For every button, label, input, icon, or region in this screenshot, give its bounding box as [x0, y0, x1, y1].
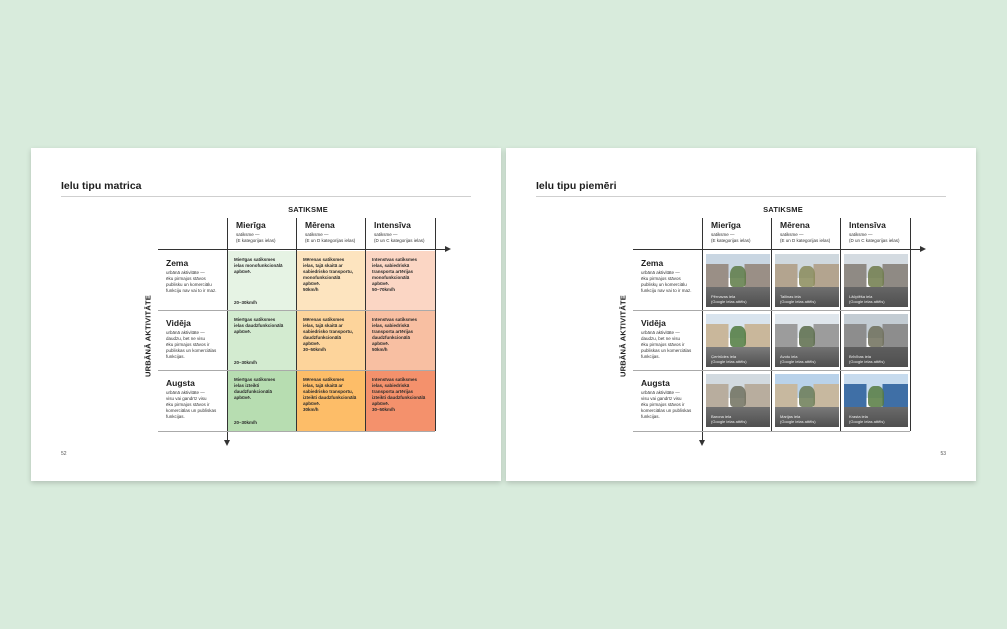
photo-caption: Avotu iela (Google ielas attēls) [780, 354, 816, 364]
page-number: 52 [61, 451, 67, 457]
row-header-zema [641, 258, 701, 294]
y-axis-label: URBĀNĀ AKTIVITĀTE [618, 295, 628, 377]
column-title: Mērena [780, 220, 810, 230]
street-photo [706, 374, 770, 427]
street-photo [775, 374, 839, 427]
matrix-cell [228, 251, 297, 311]
street-photo [706, 314, 770, 367]
page-title: Ielu tipu matrica [61, 180, 142, 192]
street-photo [844, 374, 908, 427]
column-title: Mierīga [711, 220, 741, 230]
grid-line [633, 370, 910, 371]
column-title: Mērena [305, 220, 335, 230]
cell-text: Mērenas satiksmes ielas, tajā skaitā ar sabiedrisko transportu, monofunkcionālā apbūvē. [303, 257, 354, 286]
photo-caption: Barona iela (Google ielas attēls) [711, 414, 747, 424]
x-axis-line [633, 249, 921, 250]
cell-text: Mierīgas satiksmes ielas izteikti daudzfunkcionālā apbūvē. [234, 377, 276, 400]
x-axis-label: SATIKSME [763, 205, 803, 214]
row-title: Augsta [166, 378, 195, 388]
cell-speed: 30–50km/h [372, 407, 396, 412]
column-subtitle: satiksme — (E un D kategorijas ielas) [305, 232, 356, 243]
column-header-intensiva [849, 220, 911, 244]
row-title: Vidēja [166, 318, 191, 328]
row-header-videja [641, 318, 701, 360]
grid-line [633, 431, 910, 432]
row-subtitle: urbānā aktivitāte — ēku pirmajos stāvos publisku un komerciālu funkciju nav vai to ir maz. [166, 270, 217, 293]
cell-speed: 30km/h [303, 407, 319, 412]
page-number: 53 [940, 451, 946, 457]
photo-caption: Marijas iela (Google ielas attēls) [780, 414, 816, 424]
cell-speed: 30–50km/h [303, 347, 327, 352]
arrow-down-icon [699, 440, 705, 446]
column-header-merena [780, 220, 842, 244]
arrow-right-icon [445, 246, 451, 252]
row-subtitle: urbānā aktivitāte — ēku pirmajos stāvos publiskų un komerciālu funkciju nav vai to ir maz. [641, 270, 692, 293]
grid-line [633, 310, 910, 311]
column-header-intensiva [374, 220, 436, 244]
row-title: Augsta [641, 378, 670, 388]
column-subtitle: satiksme — (E kategorijas ielas) [711, 232, 751, 243]
row-title: Zema [641, 258, 664, 268]
photo-caption: Ģertrūdes iela (Google ielas attēls) [711, 354, 747, 364]
row-header-augsta [166, 378, 226, 420]
column-subtitle: satiksme — (D un C kategorijas ielas) [374, 232, 425, 243]
row-subtitle: urbānā aktivitāte — daudzu, bet ne visu ēku pirmajos stāvos ir publiskas un komerciālas funkcijas. [166, 330, 217, 359]
cell-speed: 20–30km/h [234, 420, 258, 425]
column-header-mieriga [236, 220, 298, 244]
matrix-cell [297, 251, 366, 311]
cell-text: Intensīvas satiksmes ielas, sabiedriskā transporta artērijas monofunkcionālā apbūvē. [372, 257, 418, 286]
arrow-right-icon [920, 246, 926, 252]
matrix-cell [297, 371, 366, 431]
photo-caption: Krasta iela (Google ielas attēls) [849, 414, 885, 424]
matrix-cell [366, 371, 435, 431]
column-title: Mierīga [236, 220, 266, 230]
matrix-cell [228, 311, 297, 371]
column-title: Intensīva [849, 220, 886, 230]
photo-caption: Pērnavas iela (Google ielas attēls) [711, 294, 747, 304]
street-photo [706, 254, 770, 307]
matrix-cell [366, 251, 435, 311]
row-title: Zema [166, 258, 189, 268]
row-subtitle: urbānā aktivitāte — visu vai gandrīz visu ēku pirmajos stāvos ir komerciālas un publiskas funkcijas. [166, 390, 217, 419]
title-divider [61, 196, 471, 197]
grid-line [158, 310, 435, 311]
row-header-videja [166, 318, 226, 360]
y-axis-line [702, 218, 703, 442]
photo-caption: Brīvības iela (Google ielas attēls) [849, 354, 885, 364]
matrix-cell [366, 311, 435, 371]
cell-speed: 50km/h [303, 287, 319, 292]
x-axis-line [158, 249, 446, 250]
page-right [506, 148, 976, 481]
cell-speed: 50km/h [372, 347, 388, 352]
street-photo [844, 254, 908, 307]
cell-text: Mērenas satiksmes ielas, tajā skaitā ar sabiedrisko transportu, izteikti daudzfunkcionālā apbūvē. [303, 377, 357, 406]
column-header-mieriga [711, 220, 773, 244]
column-header-merena [305, 220, 367, 244]
y-axis-line [227, 218, 228, 442]
street-photo [775, 254, 839, 307]
matrix-cell [228, 371, 297, 431]
page-left [31, 148, 501, 481]
cell-text: Intensīvas satiksmes ielas, sabiedriskā transporta artērijas izteikti daudzfunkcionālā apbūvē. [372, 377, 426, 406]
row-title: Vidēja [641, 318, 666, 328]
cell-text: Mierīgas satiksmes ielas daudzfunkcionālā apbūvē. [234, 317, 284, 334]
row-subtitle: urbānā aktivitāte — daudzu, bet ne visu ēku pirmajos stāvos ir publiskas un komerciālas funkcijas. [641, 330, 692, 359]
row-header-augsta [641, 378, 701, 420]
cell-speed: 50–70km/h [372, 287, 396, 292]
cell-speed: 20–30km/h [234, 300, 258, 305]
title-divider [536, 196, 946, 197]
grid-line [158, 370, 435, 371]
cell-text: Mierīgas satiksmes ielas monofunkcionālā apbūvē. [234, 257, 283, 274]
x-axis-label: SATIKSME [288, 205, 328, 214]
column-title: Intensīva [374, 220, 411, 230]
y-axis-label: URBĀNĀ AKTIVITĀTE [143, 295, 153, 377]
photo-caption: Tallinas iela (Google ielas attēls) [780, 294, 816, 304]
column-subtitle: satiksme — (E kategorijas ielas) [236, 232, 276, 243]
cell-text: Intensīvas satiksmes ielas, sabiedriskā transporta artērijas daudzfunkcionālā apbūvē. [372, 317, 418, 346]
row-header-zema [166, 258, 226, 294]
column-subtitle: satiksme — (D un C kategorijas ielas) [849, 232, 900, 243]
page-title: Ielu tipu piemēri [536, 180, 617, 192]
arrow-down-icon [224, 440, 230, 446]
row-subtitle: urbānā aktivitāte — visu vai gandrīz visu ēku pirmajos stāvos ir komerciālas un publiskas funkcijas. [641, 390, 692, 419]
grid-line [158, 431, 435, 432]
cell-text: Mērenas satiksmes ielas, tajā skaitā ar sabiedrisko transportu, daudzfunkcionālā apbūvē. [303, 317, 354, 346]
photo-caption: Lāčplēša iela (Google ielas attēls) [849, 294, 885, 304]
cell-speed: 20–30km/h [234, 360, 258, 365]
street-photo [775, 314, 839, 367]
matrix-cell [297, 311, 366, 371]
street-photo [844, 314, 908, 367]
column-subtitle: satiksme — (E un D kategorijas ielas) [780, 232, 831, 243]
